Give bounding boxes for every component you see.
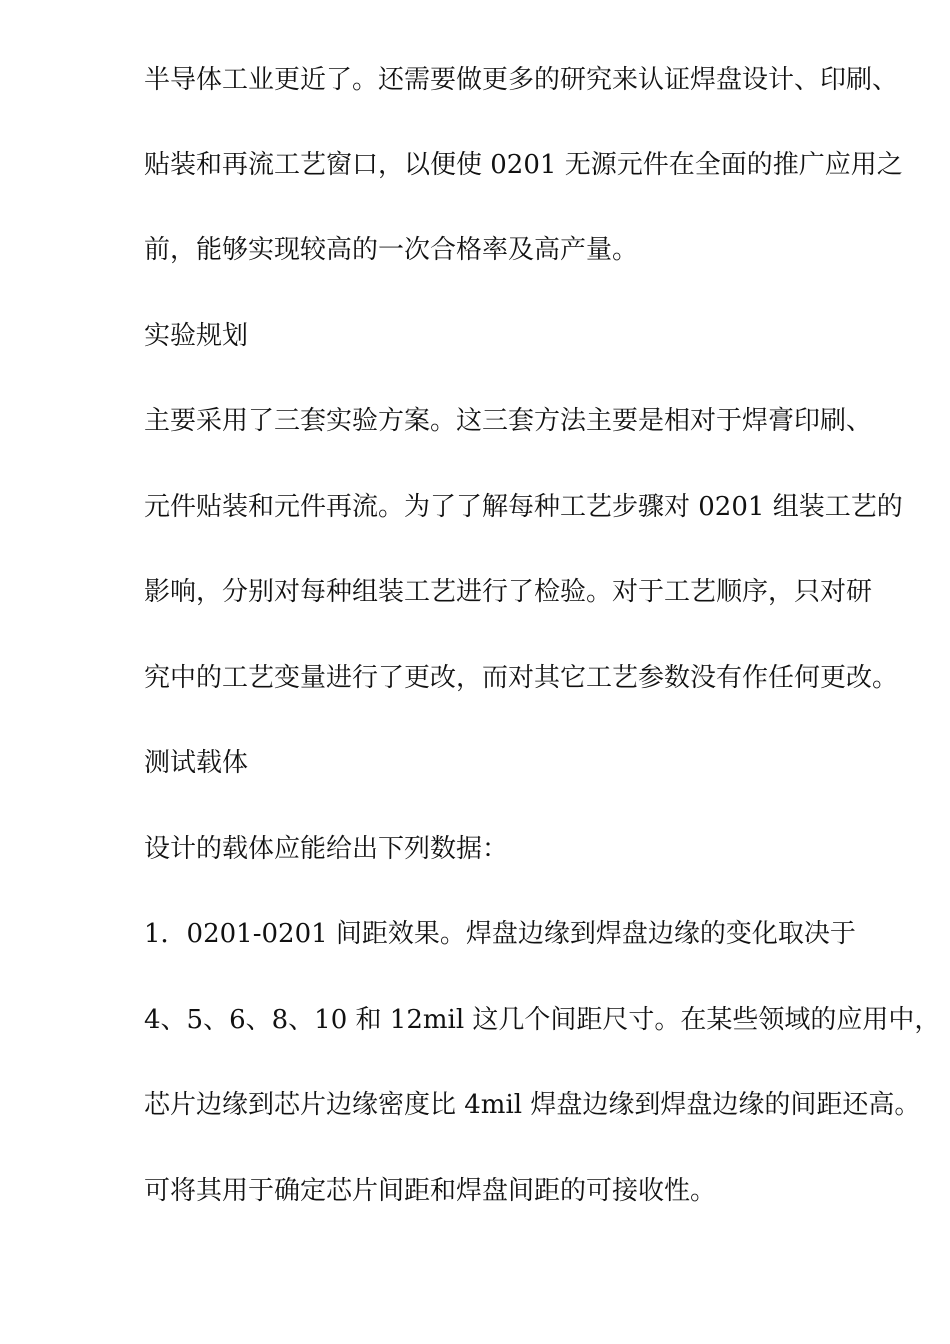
body-text-line: 半导体工业更近了。还需要做更多的研究来认证焊盘设计、印刷、 — [144, 65, 899, 95]
body-text-line: 主要采用了三套实验方案。这三套方法主要是相对于焊膏印刷、 — [144, 406, 873, 436]
section-heading: 测试载体 — [144, 748, 249, 778]
body-text-line: 设计的载体应能给出下列数据： — [144, 834, 509, 864]
body-text-line: 影响，分别对每种组装工艺进行了检验。对于工艺顺序，只对研 — [144, 577, 873, 607]
list-item-line: 芯片边缘到芯片边缘密度比 4mil 焊盘边缘到焊盘边缘的间距还高。 — [144, 1090, 921, 1120]
body-text-line: 前，能够实现较高的一次合格率及高产量。 — [144, 235, 639, 265]
list-item-line: 1．0201-0201 间距效果。焊盘边缘到焊盘边缘的变化取决于 — [144, 919, 856, 949]
list-item-line: 可将其用于确定芯片间距和焊盘间距的可接收性。 — [144, 1176, 717, 1206]
body-text-line: 贴装和再流工艺窗口，以便使 0201 无源元件在全面的推广应用之 — [144, 150, 903, 180]
body-text-line: 元件贴装和元件再流。为了了解每种工艺步骤对 0201 组装工艺的 — [144, 492, 903, 522]
body-text-line: 究中的工艺变量进行了更改，而对其它工艺参数没有作任何更改。 — [144, 663, 899, 693]
list-item-line: 4、5、6、8、10 和 12mil 这几个间距尺寸。在某些领域的应用中， — [144, 1005, 941, 1035]
section-heading: 实验规划 — [144, 321, 249, 351]
